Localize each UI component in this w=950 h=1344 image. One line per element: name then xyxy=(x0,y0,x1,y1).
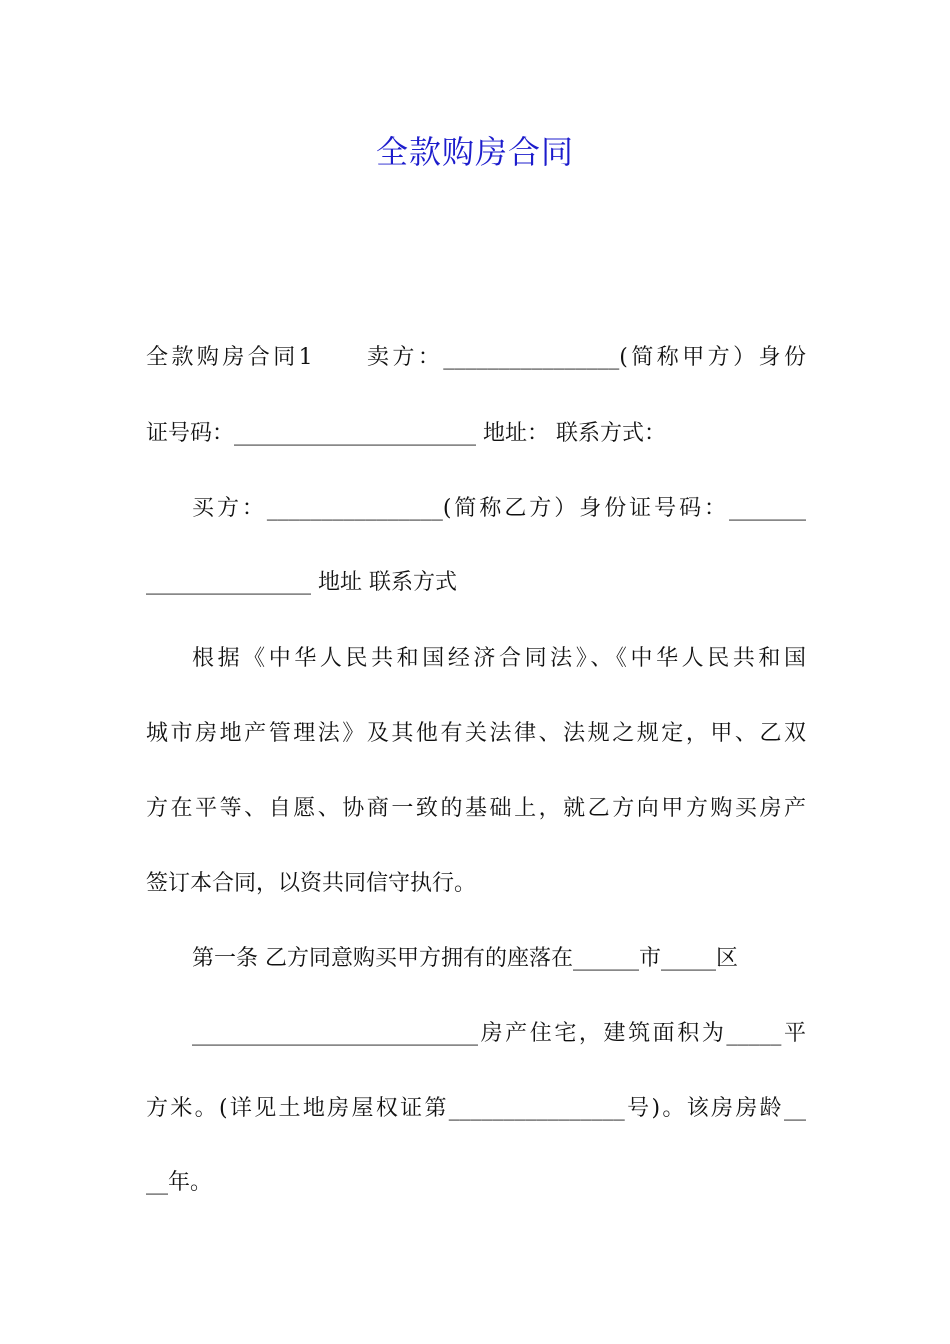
text-line-1: 全款购房合同1 卖方：________________(简称甲方）身份 xyxy=(146,345,806,370)
text-line-10: __________________________房产住宅，建筑面积为_____平 xyxy=(192,1021,806,1046)
text-line-6: 城市房地产管理法》及其他有关法律、法规之规定，甲、乙双 xyxy=(146,721,806,746)
text-line-7: 方在平等、自愿、协商一致的基础上，就乙方向甲方购买房产 xyxy=(146,796,806,821)
text-line-3: 买方：________________(简称乙方）身份证号码：_______ xyxy=(192,496,806,521)
text-line-8: 签订本合同，以资共同信守执行。 xyxy=(146,871,477,896)
text-line-2: 证号码：______________________ 地址： 联系方式： xyxy=(146,421,666,446)
text-line-4: _______________ 地址 联系方式 xyxy=(146,570,457,595)
text-line-12: __年。 xyxy=(146,1170,213,1195)
document-title: 全款购房合同 xyxy=(375,133,574,171)
text-line-9: 第一条 乙方同意购买甲方拥有的座落在______市_____区 xyxy=(192,946,738,971)
text-line-5: 根据《中华人民共和国经济合同法》、《中华人民共和国 xyxy=(192,646,806,671)
text-line-11: 方米。(详见土地房屋权证第________________号)。该房房龄__ xyxy=(146,1096,806,1121)
